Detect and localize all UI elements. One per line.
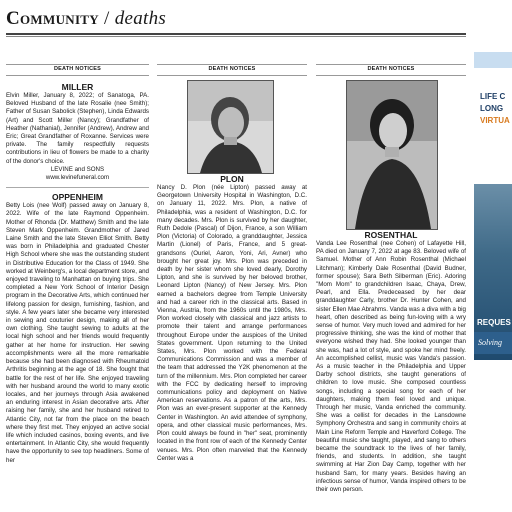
obituary-text-miller: Elvin Miller, January 8, 2022; of Sanatoga, PA. Beloved Husband of the late Rosalie (nee Smith); Father of Susan Sabolick (Stephen), Linda Edwards (Art) and Scott Miller (Nancy); Grandfather of Heather (Nathanial), Jennifer (Andrew), Andrew and Eric; Great Grandfather of Roxanne. Services were private. The family respectfully requests contributions in lieu of flowers be made to a charity of the donor's choice. [6, 92, 149, 165]
death-notices-label-2: DEATH NOTICES [157, 64, 307, 76]
page-title [6, 6, 466, 32]
obituary-text-plon: Nancy D. Plon (née Lipton) passed away at Georgetown University Hospital in Washington, D.C. on January 11, 2022. Mrs. Plon, a native of Philadelphia, was a resident of Washington, D.C. for many decades. Mrs. Plon is survived by her daughter, Ruth Dedole (Pascal) of Dijon, France, a son William Plon (Victoria) of Colorado, a granddaughter, Jessica Martin (Lionel) of Paris, France, and 5 great-grandsons (Ouriel, Aaron, Yoni, Ari, Avner) who brought her great joy. Mrs. Plon was preceded in death by her sister whom she loved dearly, Dorothy Lipton, and she is survived by her beloved brother, Leonard Lipton (Nancy) of New Jersey. Mrs. Plon earned a bachelors degree from Temple University and had a career rich in the classical arts. Based in Vienna, Austria, from the 1960s until the 1980s, Mrs. Plon worked closely with classical and jazz artists to promote their talent and arrange performances throughout Europe under the auspices of the United States government. Upon returning to the United States, Mrs. Plon worked with the Federal Communications Commission and was a member of the team that addressed the Y2K phenomenon at the turn of the millennium. Mrs. Plon completed her career with the FCC by dedicating herself to improving communications policy and deployment on Native American reservations. As a patron of the arts, Mrs. Plon was an ever-present supporter at the Kennedy Center in Washington. An avid attendee of symphony, opera, and other classical music performances, Mrs. Plon could always be found in "her" seat, prominently located in the front row of each of the Kennedy Center venues. Mrs. Plon often marveled that the Kennedy Center was a [157, 184, 307, 462]
ad-text-line-3: VIRTUA [480, 116, 510, 125]
obituary-name-oppenheim: OPPENHEIM [51, 192, 103, 203]
column-3 [316, 230, 466, 512]
column-2 [157, 174, 307, 512]
portrait-illustration [188, 81, 273, 173]
side-advertisement[interactable] [474, 52, 512, 512]
portrait-photo-rosenthal [346, 80, 438, 230]
funeral-home-name: LEVINE and SONS [50, 165, 105, 173]
portrait-photo-plon [187, 80, 274, 174]
section-title: Community [6, 8, 99, 29]
obituary-text-rosenthal: Vanda Lee Rosenthal (nee Cohen) of Lafayette Hill, PA died on January 7, 2022 at age 83. Beloved wife of Samuel. Mother of Ann Robin Rosenthal (Michael Litchman); Kimberly Dale Rosenthal (David Budner, former spouse); Sara Beth Silberman (Eric). Adoring "Mom Mom" to grandchildren Isaac, Chaya, Drew, Pearl, and Ella. Predeceased by her dear granddaughter Carly, brother Dr. Hunter Cohen, and sister Ellen Mae Abrahms. Vanda was a diva with a big heart, often described as being fun-loving with a wry sense of humor. Very much loved and admired for her progressive thinking, she was the kind of mother that everyone wished they had. She looked younger than she was, had a lot of style, and spoke her mind freely. An accomplished cellist, music was Vanda's passion. As a music teacher in the Philadelphia and Upper Darby school districts, she taught generations of children to love music. She composed countless songs, including a special song for each of her daughters, making them feel loved and unique. Through her music, Vanda enriched the community. She was a cellist for decades in the Lansdowne Symphony Orchestra and sang in community choirs at Main Line Reform Temple and Haverford College. The beautiful music she taught, played, and sang to others became the soundtrack to the lives of her family, friends, and students. In addition, she taught swimming at Har Zion Day Camp, together with her husband Sam, for many years. Besides having an infectious sense of humor, Vanda inspired others to be their own person. [316, 240, 466, 494]
ad-text-line-1: LIFE C [480, 92, 506, 101]
header-rule [6, 33, 466, 35]
title-slash: / [104, 8, 110, 29]
obituary-name-plon: PLON [220, 174, 244, 184]
ad-text-line-4: REQUES [477, 318, 511, 327]
obituary-name-miller: MILLER [61, 82, 94, 92]
portrait-illustration-2 [347, 81, 437, 229]
death-notices-label-3: DEATH NOTICES [316, 64, 466, 76]
ad-banner-top [474, 52, 512, 68]
funeral-home-website[interactable]: www.levinefuneral.com [45, 174, 110, 182]
obituary-text-oppenheim: Betty Lois (nee Wolf) passed away on January 8, 2022. Wife of the late Raymond Oppenheim. Mother of Rhonda (Dr. Matthew) Smith and the late Steven Mark Oppenheim. Grandmother of Jared Laine Smith and the late Steven Elliot Smith. Betty was born in Philadelphia and graduated Chester High School where she was the outstanding student in Distributive Education for the Class of 1949. She worked at Weinberg's, a local department store, and enjoyed traveling to Manhattan on buying trips. She completed a New York School of Interior Design program in the Decorative Arts, which continued her lifelong passion for design, furnishing, fashion, and style. A few years later she became very interested in sewing and couturier design, making all of her own clothing. She taught sewing to adults at the local high school and her friends would frequently gather at her home for instruction. Her sewing accomplishments were all the more remarkable because she had been diagnosed with Rheumatoid Arthritis beginning at the age of 18. She fought that battle for the rest of her life. She enjoyed traveling with her husband around the world to many exotic locales, and her journeys through Asia awakened an enduring interest in Asian decorative arts. After raising her family, she and her husband retired to Atlantic City, not far from the place on the beach where they first met. They enjoyed an active social life which included casinos, boxing events, and live entertainment. In Atlantic City, she would frequently have the opportunity to see top headliners. Some of her [6, 202, 149, 464]
ad-slogan: Solving [478, 338, 502, 347]
obituary-separator [6, 187, 149, 188]
column-1 [6, 82, 149, 512]
header-rule-thin [6, 36, 466, 37]
ad-text-line-2: LONG [480, 104, 504, 113]
subsection-title: deaths [114, 8, 167, 29]
death-notices-label-1: DEATH NOTICES [6, 64, 149, 76]
ad-slogan-bar [474, 332, 512, 354]
obituary-name-rosenthal: ROSENTHAL [364, 230, 418, 240]
